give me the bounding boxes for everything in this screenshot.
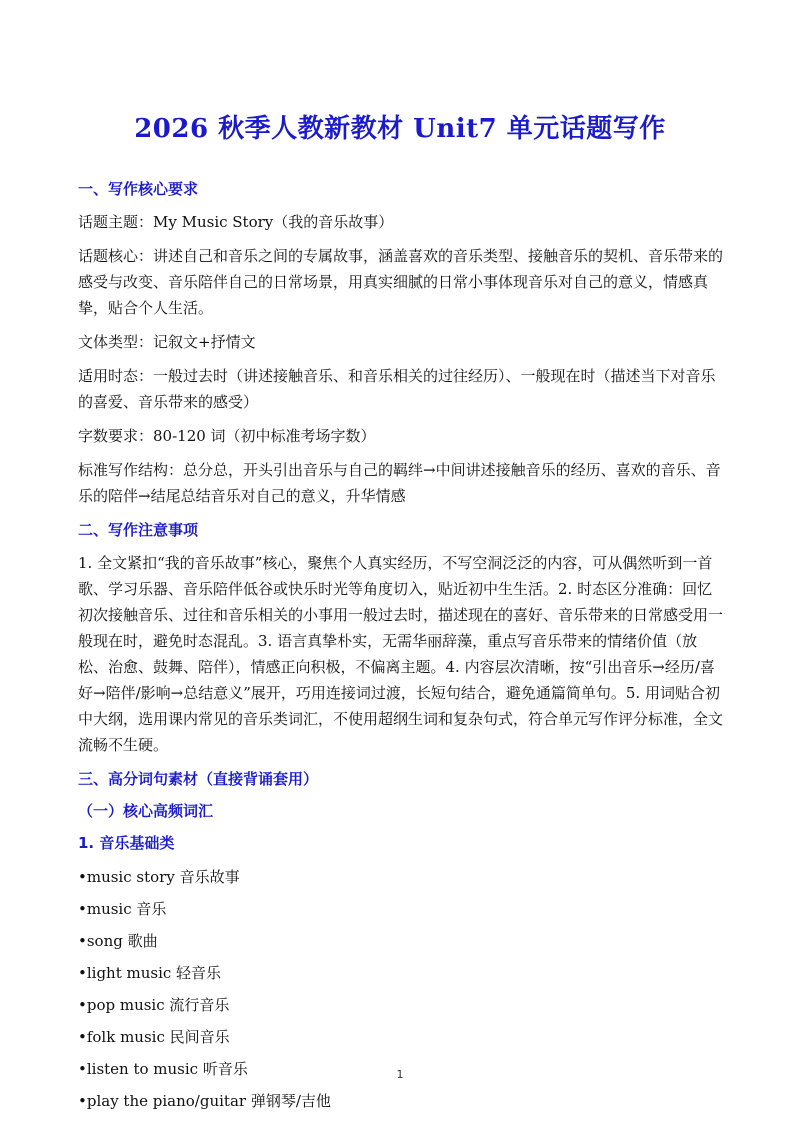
list-item: •listen to music 听音乐 — [78, 1060, 248, 1078]
category-music-basics: 1. 音乐基础类 — [78, 834, 175, 852]
list-item: •music story 音乐故事 — [78, 868, 240, 886]
structure-paragraph: 标准写作结构：总分总，开头引出音乐与自己的羁绊→中间讲述接触音乐的经历、喜欢的音乐、音乐的陪伴→结尾总结音乐对自己的意义，升华情感 — [78, 461, 721, 505]
document-body — [78, 178, 724, 1112]
core-paragraph: 话题核心：讲述自己和音乐之间的专属故事，涵盖喜欢的音乐类型、接触音乐的契机、音乐带来的感受与改变、音乐陪伴自己的日常场景，用真实细腻的日常小事体现音乐对自己的意义，情感真挚，贴合个人生活。 — [78, 247, 724, 317]
section-heading-materials: 三、高分词句素材（直接背诵套用） — [78, 770, 319, 788]
document-title: 2026 秋季人教新教材 Unit7 单元话题写作 — [134, 114, 666, 144]
topic-line: 话题主题：My Music Story（我的音乐故事） — [78, 213, 394, 231]
list-item: •play the piano/guitar 弹钢琴/吉他 — [78, 1092, 331, 1110]
word-count-line: 字数要求：80-120 词（初中标准考场字数） — [78, 427, 376, 445]
tense-paragraph: 适用时态：一般过去时（讲述接触音乐、和音乐相关的过往经历）、一般现在时（描述当下对音乐的喜爱、音乐带来的感受） — [78, 367, 716, 411]
list-item: •folk music 民间音乐 — [78, 1028, 230, 1046]
page-number: 1 — [396, 1068, 404, 1081]
style-line: 文体类型：记叙文+抒情文 — [78, 333, 256, 351]
list-item: •song 歌曲 — [78, 932, 158, 950]
section-heading-requirements: 一、写作核心要求 — [78, 180, 199, 198]
list-item: •pop music 流行音乐 — [78, 996, 230, 1014]
section-heading-notes: 二、写作注意事项 — [78, 521, 199, 539]
notes-paragraph: 1. 全文紧扣“我的音乐故事”核心，聚焦个人真实经历，不写空洞泛泛的内容，可从偶然听到一首歌、学习乐器、音乐陪伴低谷或快乐时光等角度切入，贴近初中生生活。2. 时态区分准确：回忆初次接触音乐、过往和音乐相关的小事用一般过去时，描述现在的喜好、音乐带来的日常感受用一般现在时，避免时态混乱。3. 语言真挚朴实，无需华丽辞藻，重点写音乐带来的情绪价值（放松、治愈、鼓舞、陪伴），情感正向积极，不偏离主题。4. 内容层次清晰，按“引出音乐→经历/喜好→陪伴/影响→总结意义”展开，巧用连接词过渡，长短句结合，避免通篇简单句。5. 用词贴合初中大纲，选用课内常见的音乐类词汇，不使用超纲生词和复杂句式，符合单元写作评分标准，全文流畅不生硬。 — [78, 554, 724, 754]
list-item: •music 音乐 — [78, 900, 167, 918]
list-item: •light music 轻音乐 — [78, 964, 222, 982]
subheading-core-vocabulary: （一）核心高频词汇 — [78, 802, 214, 820]
